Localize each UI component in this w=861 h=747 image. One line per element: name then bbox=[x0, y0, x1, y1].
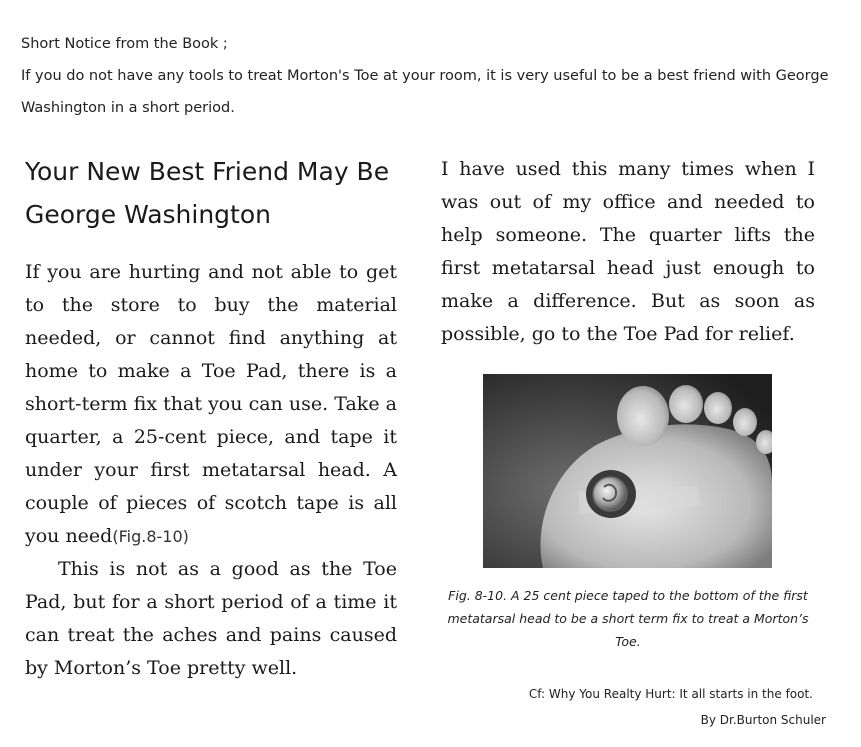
foot-with-quarter-photo bbox=[483, 374, 772, 568]
short-notice bbox=[21, 28, 841, 124]
figure-reference: (Fig.8-10) bbox=[112, 527, 189, 546]
article-paragraph-1 bbox=[25, 256, 397, 553]
paragraph-1-text: If you are hurting and not able to get to the store to buy the material needed, or cannot find anything at home to make a Toe Pad, there is a short-term fix that you can use. Take a quarter, a 25-cent piece, and tape it under your first metatarsal head. A couple of pieces of scotch tape is all you need bbox=[25, 261, 397, 547]
source-author: By Dr.Burton Schuler bbox=[700, 713, 826, 727]
source-reference: Cf: Why You Realty Hurt: It all starts in the foot. bbox=[528, 687, 813, 701]
notice-text: If you do not have any tools to treat Morton's Toe at your room, it is very useful to be a best friend with George Washington in a short period. bbox=[21, 68, 829, 116]
article-title: Your New Best Friend May Be George Washington bbox=[25, 157, 390, 229]
notice-heading: Short Notice from the Book ; bbox=[21, 36, 228, 52]
article-paragraph-3: I have used this many times when I was out of my office and needed to help someone. The quarter lifts the first metatarsal head just enough to make a difference. But as soon as possible, go to the Toe Pad for relief. bbox=[441, 158, 815, 345]
article-left-column bbox=[25, 150, 397, 685]
article-paragraph-2: This is not as a good as the Toe Pad, but for a short period of a time it can treat the aches and pains caused by Morton’s Toe pretty well. bbox=[25, 558, 397, 679]
article-right-column bbox=[441, 153, 815, 351]
figure-caption: Fig. 8-10. A 25 cent piece taped to the bottom of the first metatarsal head to be a short term fix to treat a Morton’s Toe. bbox=[447, 588, 809, 649]
